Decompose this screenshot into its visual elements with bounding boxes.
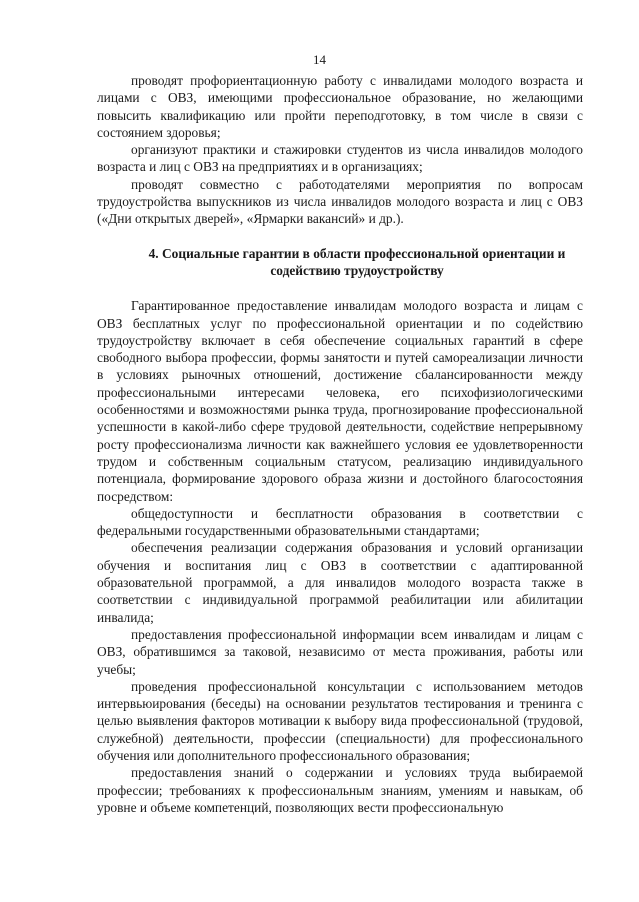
list-item: обеспечения реализации содержания образования и условий организации обучения и воспитания лиц с ОВЗ в соответствии с адаптированной образовательной программой, а для инвалидов молодого возраста также в соответствии с индивидуальной программой реабилитации или абилитации инвалида;	[97, 540, 583, 625]
paragraph: проводят совместно с работодателями мероприятия по вопросам трудоустройства выпускников из числа инвалидов молодого возраста и лиц с ОВЗ («Дни открытых дверей», «Ярмарки вакансий» и др.).	[97, 176, 583, 227]
section-title: 4. Социальные гарантии в области профессиональной ориентации и содействию трудоустройству	[148, 245, 566, 278]
paragraph: организуют практики и стажировки студентов из числа инвалидов молодого возраста и лиц с ОВЗ на предприятиях и в организациях;	[97, 142, 583, 175]
list-item: общедоступности и бесплатности образования в соответствии с федеральными государственными образовательными стандартами;	[97, 505, 583, 539]
paragraph: Гарантированное предоставление инвалидам молодого возраста и лицам с ОВЗ бесплатных услуг по профессиональной ориентации и по содействию трудоустройству включает в себя обеспечение социальных гарантий в сфере свободного выбора профессии, формы занятости и путей самореализации личности в условиях рыночных отношений, достижение сбалансированности между профессиональными интересами человека, его психофизиологическими особенностями и возможностями рынка труда, прогнозирование профессиональной успешности в какой-либо сфере трудовой деятельности, содействие непрерывному росту профессионализма личности как важнейшего условия ее удовлетворенности трудом и собственным социальным статусом, реализацию индивидуального потенциала, формирование здорового образа жизни и достойного благосостояния посредством:	[97, 298, 583, 504]
list-item: предоставления знаний о содержании и условиях труда выбираемой профессии; требованиях к профессиональным знаниям, умениям и навыкам, об уровне и объеме компетенций, позволяющих вести профессиональную	[97, 765, 583, 815]
list-item: проведения профессиональной консультации с использованием методов интервьюирования (беседы) на основании результатов тестирования и тренинга с целью выявления факторов мотивации к выбору вида профессиональной (трудовой, служебной) деятельности, профессии (специальности) для профессионального обучения или дополнительного профессионального образования;	[97, 678, 583, 763]
document-body	[97, 72, 583, 816]
paragraph: проводят профориентационную работу с инвалидами молодого возраста и лицами с ОВЗ, имеющими профессиональное образование, но желающими повысить квалификацию или пройти переподготовку, в том числе в связи с состоянием здоровья;	[97, 73, 583, 140]
list-item: предоставления профессиональной информации всем инвалидам и лицам с ОВЗ, обратившимся за таковой, независимо от места проживания, работы или учебы;	[97, 626, 583, 677]
page-number: 14	[313, 52, 326, 67]
